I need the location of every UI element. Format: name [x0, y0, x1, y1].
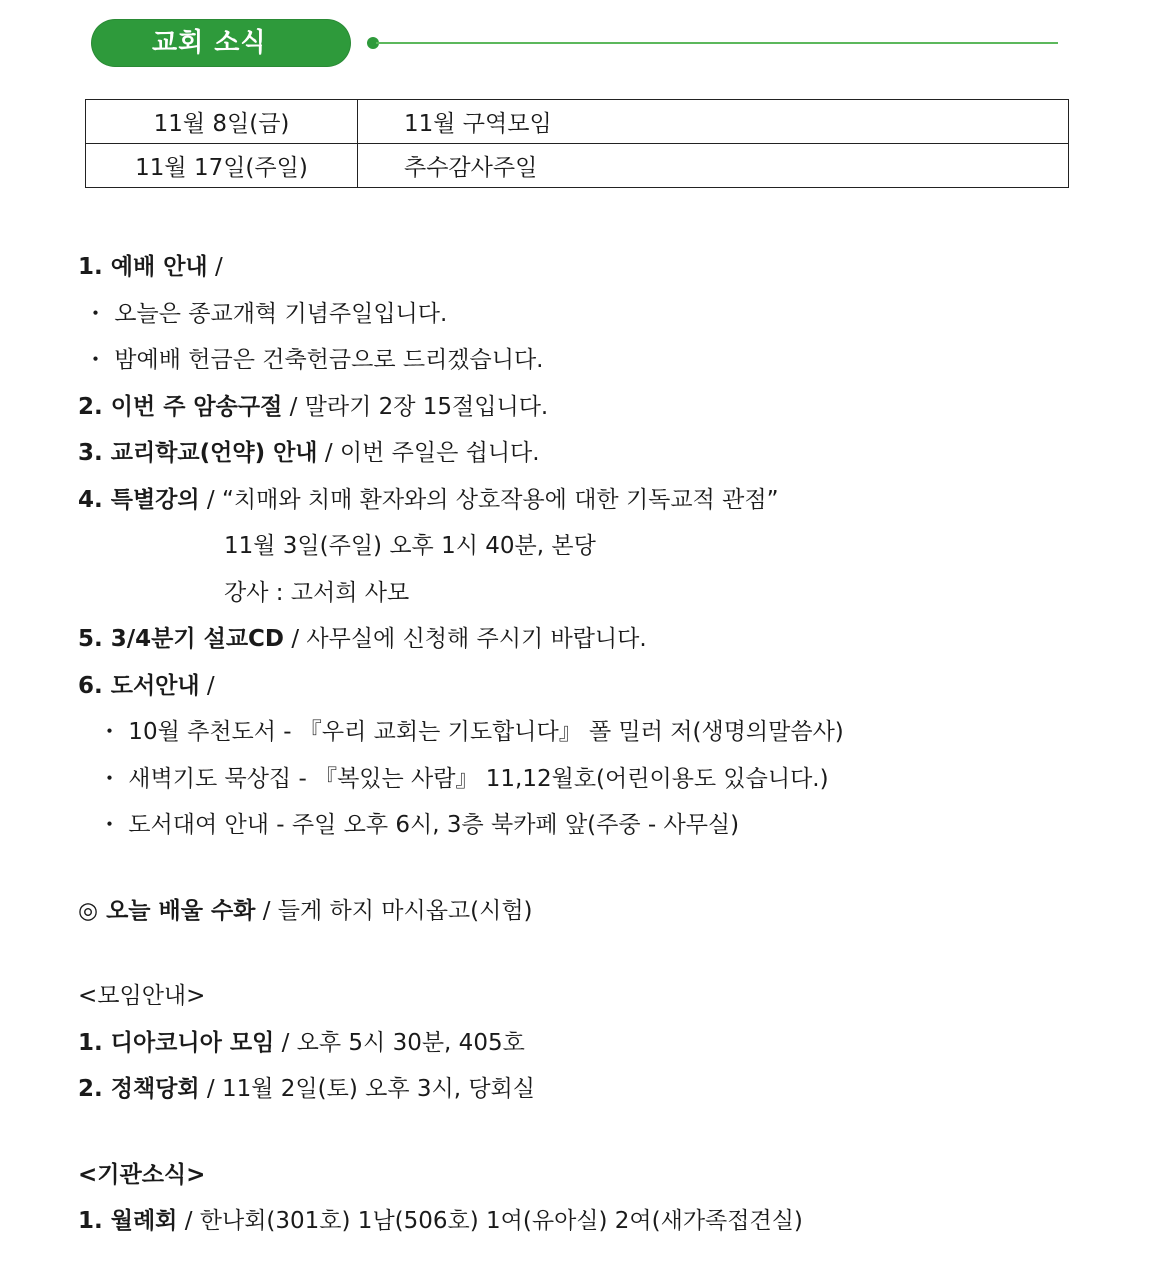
spacer: [78, 849, 1118, 888]
list-item: ・ 도서대여 안내 - 주일 오후 6시, 3층 북카페 앞(주중 - 사무실): [98, 812, 740, 838]
meeting-title: 1. 디아코니아 모임: [78, 1029, 275, 1056]
sign-language-title: ◎ 오늘 배울 수화: [78, 897, 256, 924]
notice-text: / 말라기 2장 15절입니다.: [282, 393, 549, 420]
notice-special-lecture: [78, 477, 1118, 524]
section-title: 교회 소식: [152, 28, 267, 58]
notice-doctrine-school: [78, 430, 1118, 477]
table-row: [86, 100, 1069, 144]
notice-title: 1. 예배 안내: [78, 254, 208, 280]
spacer: [78, 1113, 1118, 1152]
notice-text: / 이번 주일은 쉽니다.: [317, 440, 540, 466]
notice-worship: [78, 244, 1118, 291]
notice-title: 5. 3/4분기 설교CD: [78, 626, 285, 652]
sign-language-text: / 들게 하지 마시옵고(시험): [255, 897, 533, 924]
notice-title: 4. 특별강의: [78, 486, 200, 513]
meetings-heading: <모임안내>: [78, 983, 206, 1009]
notice-title: 6. 도서안내: [78, 672, 200, 699]
list-item: ・ 10월 추천도서 - 『우리 교회는 기도합니다』 폴 밀러 저(생명의말씀사): [98, 719, 844, 745]
schedule-date: 11월 8일(금): [86, 100, 358, 144]
notice-memory-verse: [78, 384, 1118, 431]
lecture-speaker: 강사 : 고서희 사모: [224, 579, 410, 606]
list-item: ・ 밤예배 헌금은 건축헌금으로 드리겠습니다.: [84, 347, 544, 373]
organization-text: / 한나회(301호) 1남(506호) 1여(유아실) 2여(새가족접견실): [177, 1208, 803, 1234]
list-item: ・ 새벽기도 묵상집 - 『복있는 사람』 11,12월호(어린이용도 있습니다.): [98, 765, 829, 792]
notice-title: 2. 이번 주 암송구절: [78, 393, 283, 420]
organizations-heading: <기관소식>: [78, 1161, 206, 1188]
table-row: [86, 144, 1069, 188]
meeting-text: / 11월 2일(토) 오후 3시, 당회실: [199, 1076, 535, 1102]
list-item: ・ 오늘은 종교개혁 기념주일입니다.: [84, 300, 448, 327]
schedule-date: 11월 17일(주일): [86, 144, 358, 188]
spacer: [78, 934, 1118, 973]
meeting-diakonia: [78, 1020, 1118, 1067]
notice-sermon-cd: [78, 616, 1118, 663]
section-header-badge: [92, 20, 350, 66]
meeting-title: 2. 정책당회: [78, 1076, 200, 1102]
schedule-event: 추수감사주일: [358, 144, 1069, 188]
notice-text: / “치매와 치매 환자와의 상호작용에 대한 기독교적 관점”: [199, 486, 779, 513]
organization-title: 1. 월례회: [78, 1208, 178, 1234]
meeting-text: / 오후 5시 30분, 405호: [274, 1029, 525, 1056]
notice-text: / 사무실에 신청해 주시기 바랍니다.: [284, 626, 647, 652]
notice-separator: /: [207, 254, 223, 280]
announcements-body: [78, 244, 1118, 1245]
notice-title: 3. 교리학교(언약) 안내: [78, 440, 318, 466]
notice-books: [78, 663, 1118, 710]
notice-separator: /: [199, 672, 215, 699]
lecture-time: 11월 3일(주일) 오후 1시 40분, 본당: [224, 533, 596, 559]
schedule-table: [85, 99, 1069, 188]
schedule-event: 11월 구역모임: [358, 100, 1069, 144]
header-divider-line: [376, 42, 1058, 44]
sign-language-notice: [78, 888, 1118, 935]
meeting-session: [78, 1066, 1118, 1113]
organization-monthly-meeting: [78, 1198, 1118, 1245]
